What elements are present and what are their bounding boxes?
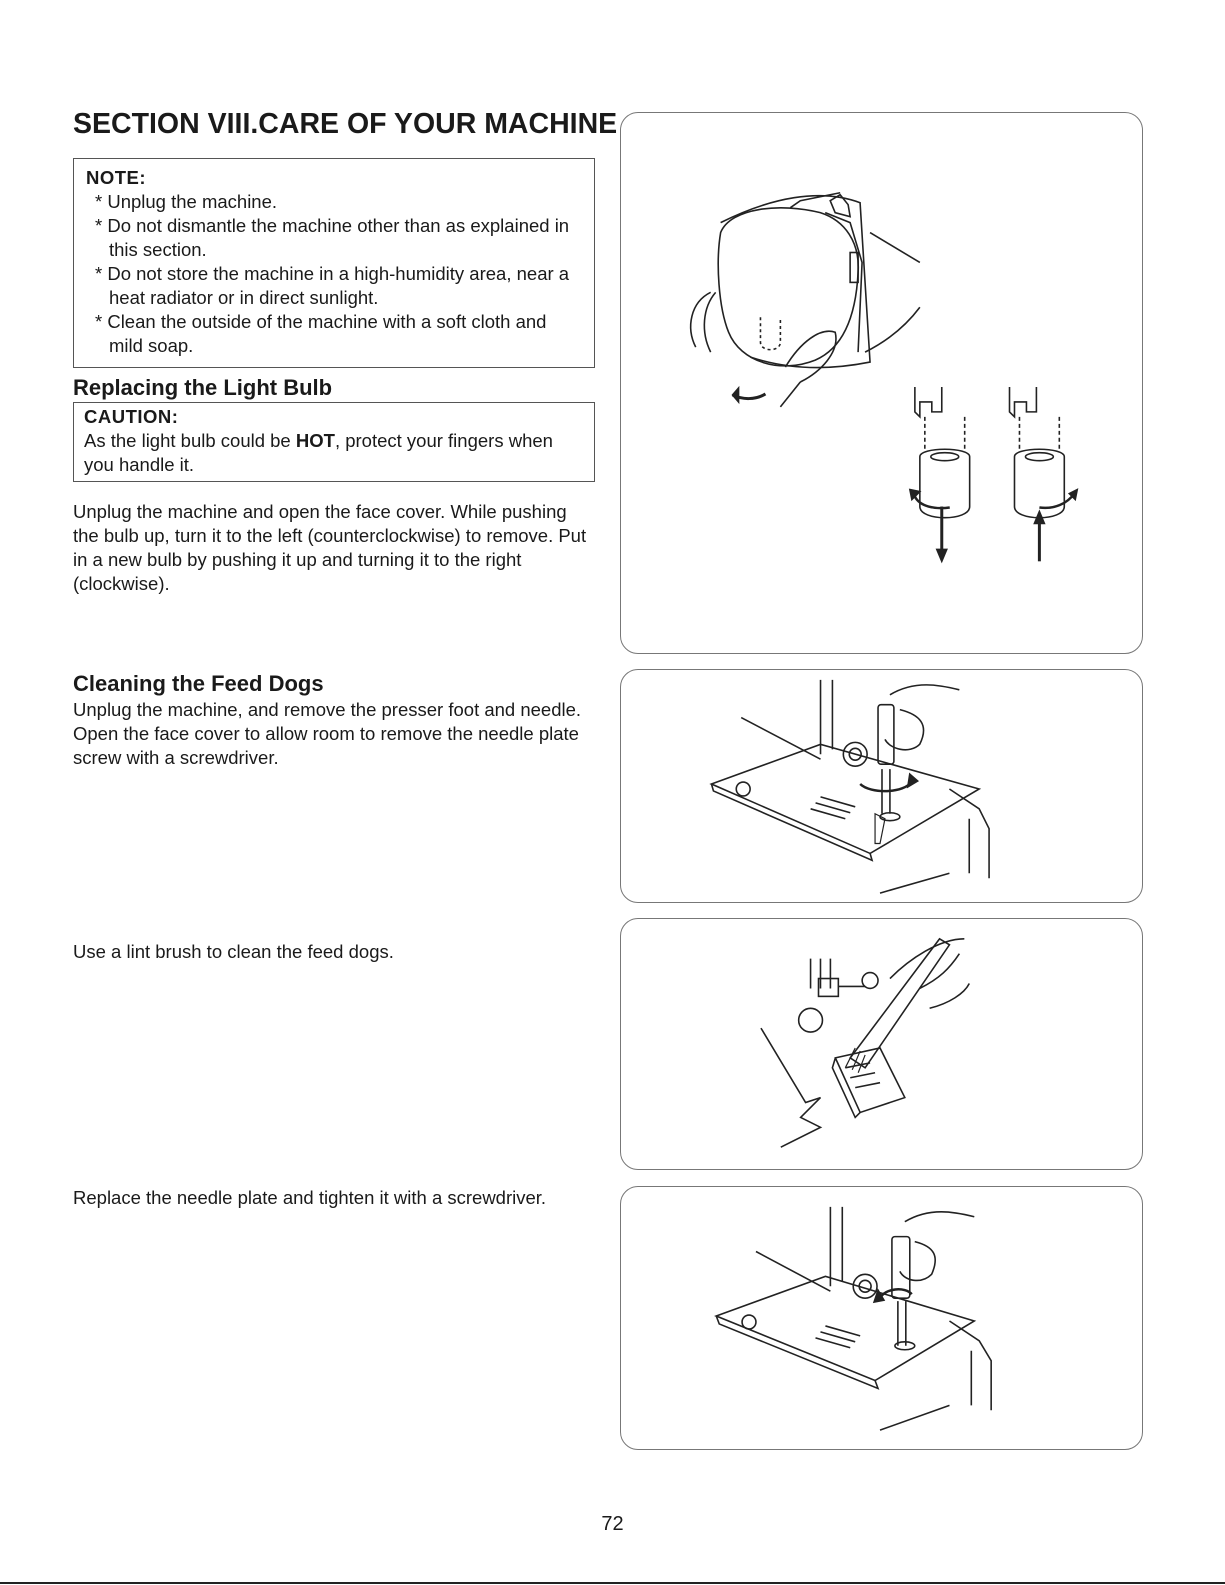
note-item: * Do not dismantle the machine other than as explained in this section. <box>95 215 570 260</box>
note-item: * Unplug the machine. <box>95 191 278 212</box>
note-item: * Clean the outside of the machine with a soft cloth and mild soap. <box>95 311 547 356</box>
face-cover-shape <box>718 208 858 366</box>
light-bulb-heading: Replacing the Light Bulb <box>73 375 333 400</box>
caution-box <box>73 402 595 482</box>
feed-dog-plate-shape <box>835 1048 904 1112</box>
lint-brush-illustration <box>620 918 1143 1170</box>
page-number: 72 <box>601 1513 624 1535</box>
remove-needle-plate-illustration <box>620 669 1143 903</box>
light-bulb-instructions: Unplug the machine and open the face cover. While pushing the bulb up, turn it to the left (counterclockwise) to remove. Put in a new bulb by pushing it up and turning it to the right (clockwise). <box>73 501 587 594</box>
bulb-install-diagram <box>1010 387 1078 561</box>
light-bulb-illustration <box>620 112 1143 654</box>
note-list <box>86 190 584 358</box>
caution-text: As the light bulb could be HOT, protect your fingers when you handle it. <box>84 430 553 475</box>
rotate-arrow-icon <box>860 781 912 791</box>
note-item: * Do not store the machine in a high-humidity area, near a heat radiator or in direct sunlight. <box>95 263 570 308</box>
hot-warning: HOT <box>295 430 335 451</box>
clockwise-arrow-icon <box>1039 494 1074 508</box>
lint-brush-shape <box>850 939 949 1068</box>
bottom-rule <box>0 1582 1225 1584</box>
feed-dogs-step-1: Unplug the machine, and remove the presser foot and needle. Open the face cover to allow room to remove the needle plate screw with a screwdriver. <box>73 699 582 768</box>
caution-heading: CAUTION: <box>84 406 179 427</box>
bulb-remove-diagram <box>910 387 970 561</box>
replace-needle-plate-illustration <box>620 1186 1143 1450</box>
page-title: SECTION VIII.CARE OF YOUR MACHINE <box>73 108 618 140</box>
screwdriver-shape <box>878 705 894 764</box>
feed-dogs-heading: Cleaning the Feed Dogs <box>73 671 324 696</box>
feed-dogs-step-3: Replace the needle plate and tighten it with a screwdriver. <box>73 1187 547 1208</box>
note-heading: NOTE: <box>86 167 147 188</box>
feed-dogs-step-2: Use a lint brush to clean the feed dogs. <box>73 941 394 962</box>
note-box <box>73 158 595 368</box>
